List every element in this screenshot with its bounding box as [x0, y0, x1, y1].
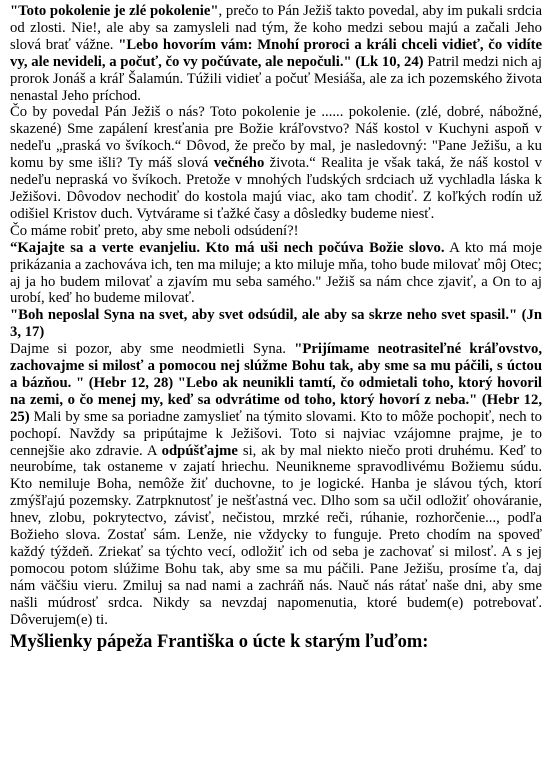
text-run: Čo by povedal Pán Ježiš o nás? Toto pokolenie je ...... pokolenie. (zlé, dobré, nábožné, skazené) Sme zapálení kresťania pre Božie kráľovstvo? Náš kostol v Kuchyni aspoň v nedeľu „praská vo švíkoch.“ Dôvod, že prečo by mal, je nasledovný: "Pane Ježišu, a ku komu by sme išli? Ty máš slová	[10, 104, 542, 172]
text-run: A kto má moje prikázania a zachováva ich, ten ma miluje; a kto miluje mňa, toho bude milovať môj Otec; aj ja ho budem milovať a zjavím mu seba samého." Ježiš sa nám chce zjaviť, a On to aj urobí, keď ho budeme milovať.	[10, 239, 542, 307]
text-run: Čo máme robiť preto, aby sme neboli odsúdení?!	[10, 222, 299, 239]
text-run: si, ak by mal niekto niečo proti druhému. Keď to neurobíme, tak ostaneme v zajatí hriechu. Neunikneme spravodlivému Božiemu súdu. Kto nemiluje Boha, nemôže žiť duchovne, to je logické. Hanba je slávou tých, ktorí zmýšľajú pozemsky. Zatrpknutosť je nešťastná vec. Dlho som sa učil odložiť ohováranie, hnev, zlobu, pokrytectvo, závisť, nečistou, mrzké reči, rúhanie, rozhorčenie..., podľa Božieho slova. Zostať sám. Lenže, nie vždycky to funguje. Preto chodím na spoveď každý týždeň. Zriekať sa týchto vecí, odložiť ich od seba je zachovať si milosť. A s jej pomocou potom slúžime Bohu tak, aby sme sa mu páčili. Pane Ježišu, prosíme ťa, daj nám väčšiu vieru. Zmiluj sa nad nami a zachráň nás. Nauč nás rátať naše dni, aby sme našli múdrosť srdca. Nikdy sa nevzdaj napomenutia, ktoré budem(e) potrebovať. Dôverujem(e) ti.	[10, 442, 542, 628]
paragraph	[10, 240, 542, 308]
text-run: Mali by sme sa poriadne zamyslieť na týmito slovami. Kto to môže pochopiť, nech to pochopí. Navždy sa pripútajme k Ježišovi. Toto si najviac vzájomne prajme, je to cennejšie ako zdravie. A	[10, 408, 542, 459]
paragraph	[10, 223, 542, 240]
paragraph	[10, 307, 542, 341]
text-run: života.“ Realita je však taká, že náš kostol v nedeľu nepraská vo švíkoch. Pretože v mnohých ľudských srdciach už vychladla láska k Ježišovi. Dôvodov nechodiť do kostola majú viac, ako tam chodiť. Z koľkých rodín už odišiel Kristov duch. Vytvárame si ťažké časy a dôsledky budeme niesť.	[10, 155, 543, 222]
paragraph	[10, 3, 542, 104]
section-heading: Myšlienky pápeža Františka o úcte k starým ľuďom:	[10, 631, 429, 652]
bold-text-run: odpúšťajme	[161, 442, 238, 459]
text-run: Dajme si pozor, aby sme neodmietli Syna.	[10, 341, 295, 358]
bold-text-run: "Toto pokolenie je zlé pokolenie"	[10, 3, 219, 19]
bold-text-run: "Prijímame neotrasiteľné kráľovstvo, zachovajme si milosť a pomocou nej slúžme Bohu tak, aby sme sa mu páčili, s úctou a bázňou. " (Hebr 12, 28) "Lebo ak neunikli tamtí, čo odmietali toho, ktorý hovoril na zemi, o čo menej my, keď sa odvrátime od toho, ktorý hovorí z neba." (Hebr 12, 25)	[10, 341, 542, 425]
text-run: , prečo to Pán Ježiš takto povedal, aby im pukali srdcia od zlosti. Nie!, ale aby sa zamysleli nad tým, že koho medzi sebou majú a začali Jeho slová brať vážne.	[10, 3, 542, 53]
paragraph	[10, 104, 542, 222]
bold-text-run: "Boh neposlal Syna na svet, aby svet odsúdil, ale aby sa skrze neho svet spasil." (Jn 3, 17)	[10, 307, 542, 341]
article-body	[10, 3, 542, 629]
bold-text-run: “Kajajte sa a verte evanjeliu. Kto má uši nech počúva Božie slovo.	[10, 239, 445, 256]
bold-text-run: "Lebo hovorím vám: Mnohí proroci a králi chceli vidieť, čo vidíte vy, ale nevideli, a počuť, čo vy počúvate, ale nepočuli." (Lk 10, 24)	[10, 36, 542, 70]
text-run: Patril medzi nich aj prorok Jonáš a kráľ Šalamún. Túžili vidieť a počuť Mesiáša, ale za ich pozemského života nenastal Jeho príchod.	[10, 53, 542, 104]
paragraph	[10, 341, 542, 628]
bold-text-run: večného	[213, 155, 265, 172]
